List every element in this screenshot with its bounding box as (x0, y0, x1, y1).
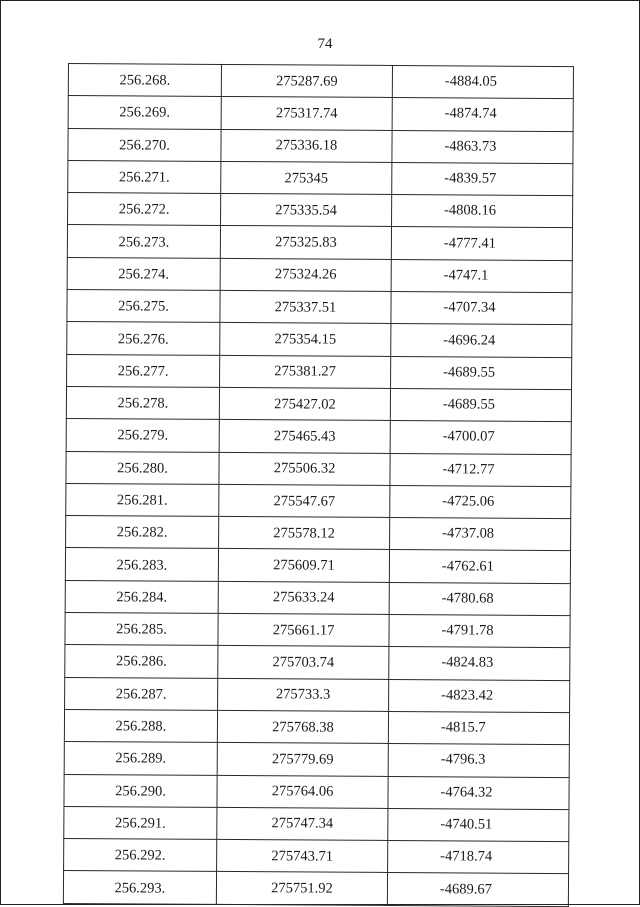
point-number-cell: 256.281. (66, 483, 219, 516)
table-row (65, 580, 570, 615)
point-number-cell: 256.278. (66, 386, 219, 419)
x-coordinate-cell: 275381.27 (220, 355, 391, 388)
point-number-cell: 256.268. (68, 64, 221, 97)
table-row (65, 613, 570, 648)
point-number-cell: 256.282. (66, 516, 219, 549)
y-coordinate-cell: -4796.3 (388, 744, 569, 777)
x-coordinate-cell: 275743.71 (217, 840, 388, 873)
y-coordinate-cell: -4740.51 (388, 808, 569, 841)
point-number-cell: 256.276. (67, 322, 220, 355)
y-coordinate-cell: -4747.1 (391, 259, 572, 292)
point-number-cell: 256.275. (67, 290, 220, 323)
table-row (64, 742, 569, 777)
point-number-cell: 256.293. (63, 871, 216, 904)
table-row (68, 160, 573, 195)
y-coordinate-cell: -4808.16 (392, 195, 573, 228)
point-number-cell: 256.272. (68, 193, 221, 226)
point-number-cell: 256.287. (65, 677, 218, 710)
point-number-cell: 256.273. (67, 225, 220, 258)
x-coordinate-cell: 275633.24 (218, 581, 389, 614)
table-row (66, 419, 571, 454)
x-coordinate-cell: 275317.74 (221, 97, 392, 130)
x-coordinate-cell: 275345 (221, 161, 392, 194)
point-number-cell: 256.269. (68, 96, 221, 129)
x-coordinate-cell: 275609.71 (218, 549, 389, 582)
x-coordinate-cell: 275465.43 (219, 420, 390, 453)
table-row (68, 128, 573, 163)
table-row (66, 386, 571, 421)
x-coordinate-cell: 275325.83 (220, 226, 391, 259)
point-number-cell: 256.289. (64, 742, 217, 775)
table-row (65, 677, 570, 712)
point-number-cell: 256.270. (68, 128, 221, 161)
point-number-cell: 256.286. (65, 645, 218, 678)
table-row (67, 322, 572, 357)
y-coordinate-cell: -4696.24 (391, 324, 572, 357)
table-body (63, 64, 573, 907)
page-number: 74 (317, 36, 333, 52)
y-coordinate-cell: -4824.83 (389, 647, 570, 680)
x-coordinate-cell: 275747.34 (217, 807, 388, 840)
x-coordinate-cell: 275427.02 (219, 387, 390, 420)
x-coordinate-cell: 275703.74 (218, 646, 389, 679)
table-row (64, 709, 569, 744)
x-coordinate-cell: 275354.15 (220, 323, 391, 356)
table-row (65, 548, 570, 583)
table-row (68, 64, 573, 99)
point-number-cell: 256.271. (68, 160, 221, 193)
x-coordinate-cell: 275287.69 (221, 64, 392, 97)
table-row (64, 774, 569, 809)
point-number-cell: 256.284. (65, 580, 218, 613)
table-row (63, 871, 568, 906)
x-coordinate-cell: 275768.38 (217, 710, 388, 743)
y-coordinate-cell: -4791.78 (389, 615, 570, 648)
y-coordinate-cell: -4689.67 (387, 873, 568, 906)
coordinates-table (63, 63, 574, 907)
x-coordinate-cell: 275335.54 (221, 194, 392, 227)
coordinates-table-wrapper (63, 63, 574, 907)
x-coordinate-cell: 275779.69 (217, 743, 388, 776)
y-coordinate-cell: -4874.74 (392, 98, 573, 131)
x-coordinate-cell: 275751.92 (216, 872, 387, 905)
x-coordinate-cell: 275547.67 (219, 484, 390, 517)
y-coordinate-cell: -4884.05 (392, 65, 573, 98)
y-coordinate-cell: -4689.55 (391, 356, 572, 389)
table-row (67, 354, 572, 389)
table-row (67, 225, 572, 260)
table-row (65, 645, 570, 680)
y-coordinate-cell: -4780.68 (389, 582, 570, 615)
y-coordinate-cell: -4689.55 (390, 388, 571, 421)
x-coordinate-cell: 275578.12 (219, 517, 390, 550)
y-coordinate-cell: -4700.07 (390, 421, 571, 454)
table-row (66, 516, 571, 551)
y-coordinate-cell: -4764.32 (388, 776, 569, 809)
point-number-cell: 256.274. (67, 257, 220, 290)
y-coordinate-cell: -4815.7 (388, 711, 569, 744)
y-coordinate-cell: -4777.41 (391, 227, 572, 260)
y-coordinate-cell: -4725.06 (390, 485, 571, 518)
x-coordinate-cell: 275764.06 (217, 775, 388, 808)
y-coordinate-cell: -4718.74 (388, 841, 569, 874)
x-coordinate-cell: 275733.3 (218, 678, 389, 711)
point-number-cell: 256.285. (65, 613, 218, 646)
y-coordinate-cell: -4712.77 (390, 453, 571, 486)
table-row (64, 806, 569, 841)
table-row (68, 96, 573, 131)
point-number-cell: 256.277. (67, 354, 220, 387)
y-coordinate-cell: -4737.08 (390, 518, 571, 551)
y-coordinate-cell: -4863.73 (392, 130, 573, 163)
x-coordinate-cell: 275506.32 (219, 452, 390, 485)
y-coordinate-cell: -4839.57 (392, 162, 573, 195)
y-coordinate-cell: -4823.42 (389, 679, 570, 712)
table-row (66, 451, 571, 486)
x-coordinate-cell: 275336.18 (221, 129, 392, 162)
table-row (67, 290, 572, 325)
table-row (66, 483, 571, 518)
table-row (67, 257, 572, 292)
point-number-cell: 256.292. (64, 839, 217, 872)
point-number-cell: 256.290. (64, 774, 217, 807)
point-number-cell: 256.280. (66, 451, 219, 484)
point-number-cell: 256.291. (64, 806, 217, 839)
y-coordinate-cell: -4707.34 (391, 292, 572, 325)
y-coordinate-cell: -4762.61 (389, 550, 570, 583)
point-number-cell: 256.283. (65, 548, 218, 581)
x-coordinate-cell: 275661.17 (218, 613, 389, 646)
point-number-cell: 256.288. (64, 709, 217, 742)
table-row (68, 193, 573, 228)
table-row (64, 839, 569, 874)
x-coordinate-cell: 275337.51 (220, 291, 391, 324)
point-number-cell: 256.279. (66, 419, 219, 452)
x-coordinate-cell: 275324.26 (220, 258, 391, 291)
